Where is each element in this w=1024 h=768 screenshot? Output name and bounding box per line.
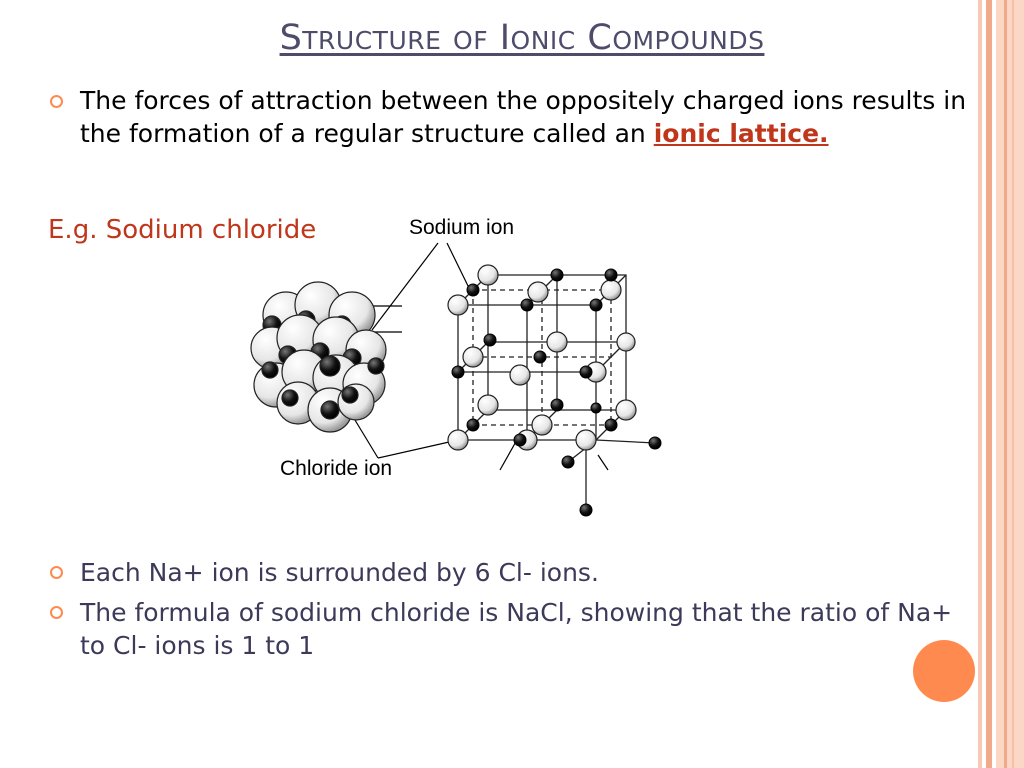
bullet-icon	[50, 606, 63, 619]
bullet-formula: The formula of sodium chloride is NaCl, showing that the ratio of Na+ to Cl- ions is 1 to 1	[80, 598, 953, 660]
decorative-circle	[913, 640, 975, 702]
ball-and-stick-model	[458, 275, 655, 510]
example-heading: E.g. Sodium chloride	[48, 215, 317, 245]
bullet-icon	[50, 566, 63, 579]
ionic-lattice-term: ionic lattice.	[653, 119, 829, 148]
chloride-ion-label: Chloride ion	[280, 457, 393, 480]
space-filling-model	[251, 282, 386, 432]
sodium-ion-label: Sodium ion	[409, 216, 515, 239]
slide-title: Structure of Ionic Compounds	[279, 18, 765, 58]
bullet-surrounded: Each Na+ ion is surrounded by 6 Cl- ions.	[80, 558, 599, 587]
bullet-text: The forces of attraction between the oppositely charged ions results in the formation of a regular structure called an	[80, 86, 967, 148]
